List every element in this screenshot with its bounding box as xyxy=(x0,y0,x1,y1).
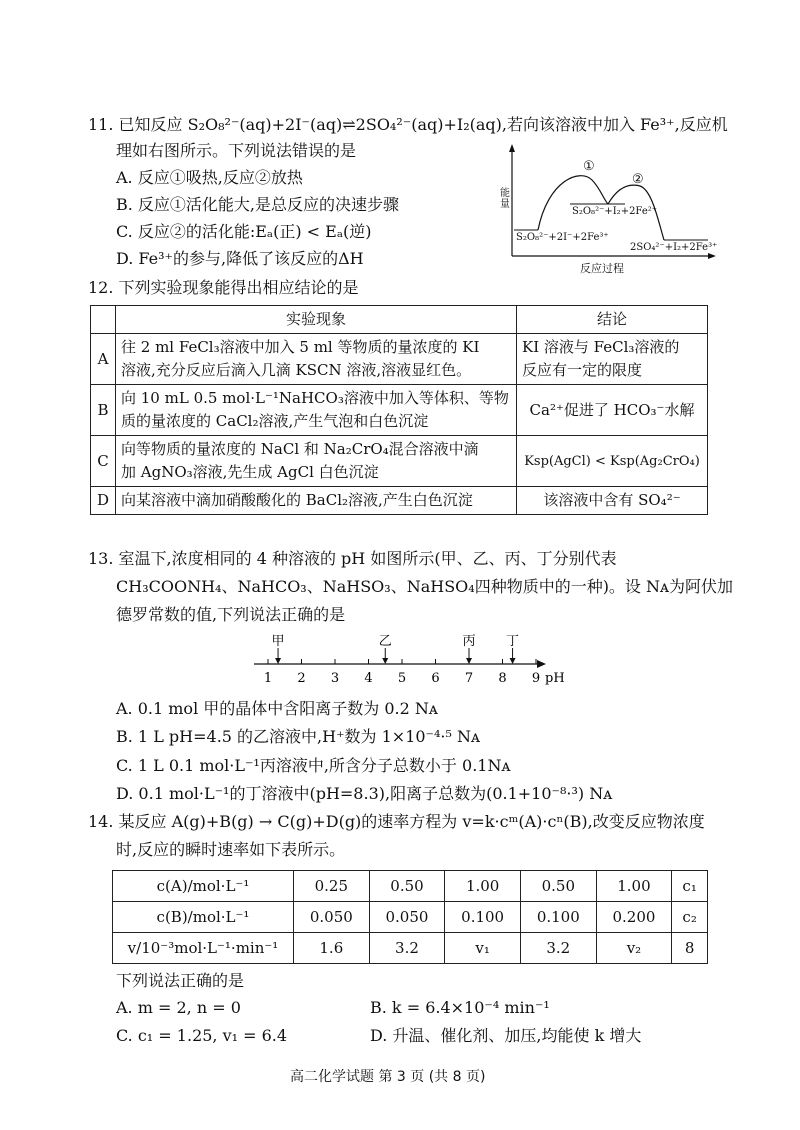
q12-stem: 12. 下列实验现象能得出相应结论的是 xyxy=(88,278,359,297)
ph-tick-label: 4 xyxy=(364,671,373,686)
ph-tick-label: 1 xyxy=(263,671,273,686)
q13-stem1: 13. 室温下,浓度相同的 4 种溶液的 pH 如图所示(甲、乙、丙、丁分别代表 xyxy=(88,549,617,568)
q14-option-b: B. k = 6.4×10⁻⁴ min⁻¹ xyxy=(370,998,550,1017)
table-row xyxy=(113,902,708,933)
row-header-cell: c(B)/mol·L⁻¹ xyxy=(113,902,294,933)
table-cell: 0.050 xyxy=(369,902,445,933)
energy-xlabel: 反应过程 xyxy=(580,262,624,275)
q14-option-d: D. 升温、催化剂、加压,均能使 k 增大 xyxy=(370,1026,642,1045)
conclusion-cell: Ca²⁺促进了 HCO₃⁻水解 xyxy=(517,385,708,436)
ph-marker-arrowhead xyxy=(466,658,472,664)
ph-tick-label: 7 xyxy=(464,671,474,686)
ph-marker-label: 乙 xyxy=(378,634,392,649)
table-cell: 3.2 xyxy=(520,933,596,964)
table-row xyxy=(91,487,708,515)
q12-header-phenomenon: 实验现象 xyxy=(116,306,517,334)
q14-stem2: 时,反应的瞬时速率如下表所示。 xyxy=(116,840,346,859)
q13-option-d: D. 0.1 mol·L⁻¹的丁溶液中(pH=8.3),阳离子总数为(0.1+10⁻⁸·³) Nᴀ xyxy=(116,784,613,803)
ph-tick-label: 5 xyxy=(397,671,407,686)
q12-header-row xyxy=(91,306,708,334)
table-row xyxy=(113,871,708,902)
state-mid: S₂O₈²⁻+I₂+2Fe²⁺ xyxy=(572,206,658,217)
phenomenon-cell: 向某溶液中滴加硝酸酸化的 BaCl₂溶液,产生白色沉淀 xyxy=(116,487,517,515)
peak2-label: ② xyxy=(632,172,644,187)
q14-option-a: A. m = 2, n = 0 xyxy=(116,998,241,1017)
table-cell: 0.050 xyxy=(294,902,370,933)
phenomenon-cell: 向等物质的量浓度的 NaCl 和 Na₂CrO₄混合溶液中滴 加 AgNO₃溶液,先生成 AgCl 白色沉淀 xyxy=(116,436,517,487)
table-cell: 0.200 xyxy=(596,902,672,933)
phenomenon-cell: 往 2 ml FeCl₃溶液中加入 5 ml 等物质的量浓度的 KI 溶液,充分反应后滴入几滴 KSCN 溶液,溶液显红色。 xyxy=(116,334,517,385)
q13-option-b: B. 1 L pH=4.5 的乙溶液中,H⁺数为 1×10⁻⁴·⁵ Nᴀ xyxy=(116,727,481,746)
path-step1 xyxy=(538,176,608,230)
conclusion-cell: 该溶液中含有 SO₄²⁻ xyxy=(517,487,708,515)
q13-option-c: C. 1 L 0.1 mol·L⁻¹丙溶液中,所含分子总数小于 0.1Nᴀ xyxy=(116,756,511,775)
table-cell: v₁ xyxy=(445,933,521,964)
table-cell: 0.50 xyxy=(520,871,596,902)
row-label: B xyxy=(91,385,116,436)
state-left: S₂O₈²⁻+2I⁻+2Fe³⁺ xyxy=(516,232,609,243)
row-label: C xyxy=(91,436,116,487)
q11-option-c: C. 反应②的活化能:Eₐ(正) < Eₐ(逆) xyxy=(116,222,372,241)
state-right: 2SO₄²⁻+I₂+2Fe³⁺ xyxy=(630,242,718,253)
q11-stem: 11. 已知反应 S₂O₈²⁻(aq)+2I⁻(aq)⇌2SO₄²⁻(aq)+I₂(aq),若向该溶液中加入 Fe³⁺,反应机 xyxy=(88,115,728,134)
q14-table xyxy=(112,870,708,964)
ph-marker-arrowhead xyxy=(275,658,281,664)
ph-tick-label: 8 xyxy=(498,671,507,686)
table-row xyxy=(113,933,708,964)
table-row xyxy=(91,385,708,436)
energy-ylabel: 能量 xyxy=(500,188,510,210)
table-cell: 0.100 xyxy=(445,902,521,933)
ph-axis xyxy=(250,630,565,690)
q14-option-c: C. c₁ = 1.25, v₁ = 6.4 xyxy=(116,1026,288,1045)
ph-marker-label: 甲 xyxy=(271,634,285,649)
phenomenon-cell: 向 10 mL 0.5 mol·L⁻¹NaHCO₃溶液中加入等体积、等物 质的量浓度的 CaCl₂溶液,产生气泡和白色沉淀 xyxy=(116,385,517,436)
q12-table xyxy=(90,305,708,515)
table-cell: 8 xyxy=(672,933,708,964)
table-cell: 3.2 xyxy=(369,933,445,964)
table-row xyxy=(91,334,708,385)
q14-prompt: 下列说法正确的是 xyxy=(116,971,245,990)
row-label: D xyxy=(91,487,116,515)
table-cell: 1.00 xyxy=(596,871,672,902)
row-label: A xyxy=(91,334,116,385)
q12-header-conclusion: 结论 xyxy=(517,306,708,334)
q13-option-a: A. 0.1 mol 甲的晶体中含阳离子数为 0.2 Nᴀ xyxy=(116,699,438,718)
table-row xyxy=(91,436,708,487)
ph-tick-label: 2 xyxy=(297,671,306,686)
table-cell: 0.50 xyxy=(369,871,445,902)
q11-option-b: B. 反应①活化能大,是总反应的决速步骤 xyxy=(116,195,400,214)
table-cell: 1.00 xyxy=(445,871,521,902)
table-cell: c₂ xyxy=(672,902,708,933)
q14-stem1: 14. 某反应 A(g)+B(g) → C(g)+D(g)的速率方程为 v=k·cᵐ(A)·cⁿ(B),改变反应物浓度 xyxy=(88,812,705,831)
ph-unit-label: pH xyxy=(545,671,565,686)
q11-stem2: 理如右图所示。下列说法错误的是 xyxy=(116,141,357,160)
ph-marker-label: 丁 xyxy=(506,634,520,649)
table-cell: c₁ xyxy=(672,871,708,902)
q13-stem3: 德罗常数的值,下列说法正确的是 xyxy=(116,605,346,624)
table-cell: 0.25 xyxy=(294,871,370,902)
table-cell: 0.100 xyxy=(520,902,596,933)
conclusion-cell: Ksp(AgCl) < Ksp(Ag₂CrO₄) xyxy=(517,436,708,487)
conclusion-cell: KI 溶液与 FeCl₃溶液的 反应有一定的限度 xyxy=(517,334,708,385)
ph-marker-arrowhead xyxy=(382,658,388,664)
q11-option-d: D. Fe³⁺的参与,降低了该反应的ΔH xyxy=(116,249,364,268)
ph-tick-label: 6 xyxy=(431,671,440,686)
table-cell: v₂ xyxy=(596,933,672,964)
ph-marker-label: 丙 xyxy=(462,634,476,649)
table-cell: 1.6 xyxy=(294,933,370,964)
q13-stem2: CH₃COONH₄、NaHCO₃、NaHSO₃、NaHSO₄四种物质中的一种)。设 Nᴀ为阿伏加 xyxy=(116,577,734,596)
peak1-label: ① xyxy=(583,159,595,174)
q11-option-a: A. 反应①吸热,反应②放热 xyxy=(116,168,303,187)
ph-tick-label: 3 xyxy=(330,671,340,686)
row-header-cell: c(A)/mol·L⁻¹ xyxy=(113,871,294,902)
q12-header-blank xyxy=(91,306,116,334)
row-header-cell: v/10⁻³mol·L⁻¹·min⁻¹ xyxy=(113,933,294,964)
ph-tick-label: 9 xyxy=(531,671,541,686)
ph-marker-arrowhead xyxy=(510,658,516,664)
page-footer: 高二化学试题 第 3 页 (共 8 页) xyxy=(290,1069,486,1085)
